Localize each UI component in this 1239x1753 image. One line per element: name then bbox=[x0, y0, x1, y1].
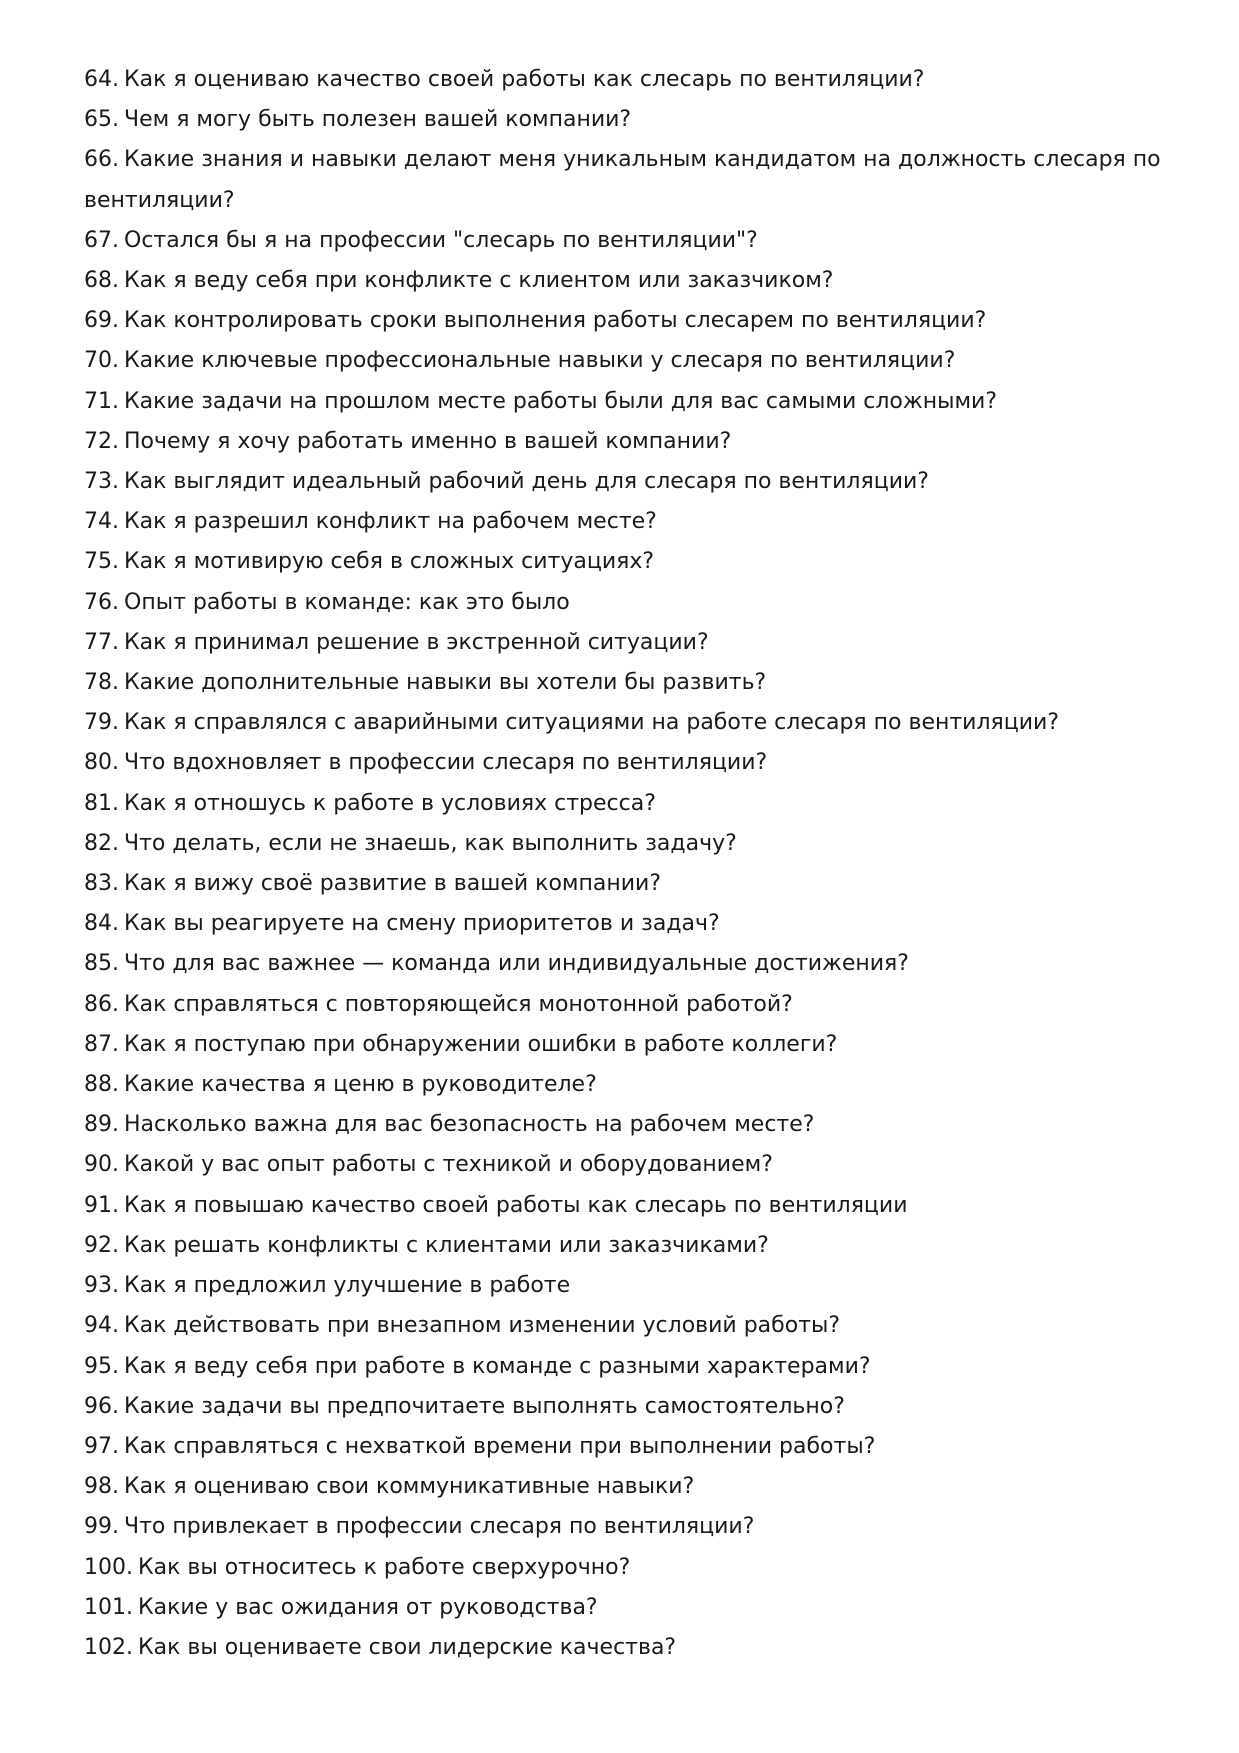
question-item bbox=[84, 904, 1164, 944]
question-item bbox=[84, 1145, 1164, 1185]
question-number: 75. bbox=[84, 549, 119, 575]
question-list bbox=[84, 60, 1164, 1668]
question-text: Какие качества я ценю в руководителе? bbox=[124, 1072, 597, 1098]
question-number: 65. bbox=[84, 107, 119, 133]
question-number: 70. bbox=[84, 348, 119, 374]
question-text: Какой у вас опыт работы с техникой и оборудованием? bbox=[124, 1152, 773, 1178]
question-number: 76. bbox=[84, 589, 119, 615]
question-text: Как я повышаю качество своей работы как слесарь по вентиляции bbox=[124, 1192, 908, 1218]
question-text: Что вдохновляет в профессии слесаря по вентиляции? bbox=[124, 750, 768, 776]
question-item bbox=[84, 583, 1164, 623]
question-item bbox=[84, 1186, 1164, 1226]
question-item bbox=[84, 1025, 1164, 1065]
question-text: Как справляться с повторяющейся монотонной работой? bbox=[124, 991, 793, 1017]
question-number: 72. bbox=[84, 428, 119, 454]
question-text: Как я разрешил конфликт на рабочем месте? bbox=[124, 509, 657, 535]
question-number: 78. bbox=[84, 670, 119, 696]
question-item bbox=[84, 382, 1164, 422]
question-item bbox=[84, 703, 1164, 743]
question-text: Какие ключевые профессиональные навыки у слесаря по вентиляции? bbox=[124, 348, 956, 374]
question-text: Как выглядит идеальный рабочий день для слесаря по вентиляции? bbox=[124, 469, 929, 495]
question-text: Как я веду себя при конфликте с клиентом или заказчиком? bbox=[124, 268, 834, 294]
question-item bbox=[84, 1588, 1164, 1628]
question-number: 81. bbox=[84, 790, 119, 816]
question-number: 89. bbox=[84, 1112, 119, 1138]
question-item bbox=[84, 1467, 1164, 1507]
question-item bbox=[84, 341, 1164, 381]
question-text: Как я справлялся с аварийными ситуациями на работе слесаря по вентиляции? bbox=[124, 710, 1060, 736]
question-item bbox=[84, 1226, 1164, 1266]
question-item bbox=[84, 1427, 1164, 1467]
question-text: Как я предложил улучшение в работе bbox=[124, 1273, 571, 1299]
question-number: 96. bbox=[84, 1393, 119, 1419]
question-text: Как контролировать сроки выполнения работы слесарем по вентиляции? bbox=[124, 308, 987, 334]
question-number: 102. bbox=[84, 1634, 133, 1660]
question-item bbox=[84, 1628, 1164, 1668]
question-text: Как я веду себя при работе в команде с разными характерами? bbox=[124, 1353, 871, 1379]
question-text: Как я оцениваю свои коммуникативные навыки? bbox=[124, 1474, 695, 1500]
question-item bbox=[84, 944, 1164, 984]
question-item bbox=[84, 502, 1164, 542]
question-number: 100. bbox=[84, 1554, 133, 1580]
question-text: Как вы относитесь к работе сверхурочно? bbox=[137, 1554, 631, 1580]
question-number: 97. bbox=[84, 1433, 119, 1459]
question-text: Опыт работы в команде: как это было bbox=[124, 589, 570, 615]
question-text: Как вы реагируете на смену приоритетов и задач? bbox=[124, 911, 720, 937]
question-number: 88. bbox=[84, 1072, 119, 1098]
question-text: Какие задачи вы предпочитаете выполнять самостоятельно? bbox=[124, 1393, 845, 1419]
question-number: 77. bbox=[84, 629, 119, 655]
question-number: 66. bbox=[84, 147, 119, 173]
question-item bbox=[84, 261, 1164, 301]
question-text: Чем я могу быть полезен вашей компании? bbox=[124, 107, 632, 133]
question-text: Какие задачи на прошлом месте работы были для вас самыми сложными? bbox=[124, 388, 998, 414]
question-number: 98. bbox=[84, 1474, 119, 1500]
question-item bbox=[84, 1507, 1164, 1547]
question-item bbox=[84, 60, 1164, 100]
question-text: Как действовать при внезапном изменении условий работы? bbox=[124, 1313, 841, 1339]
question-item bbox=[84, 784, 1164, 824]
question-item bbox=[84, 301, 1164, 341]
question-text: Что привлекает в профессии слесаря по вентиляции? bbox=[124, 1514, 755, 1540]
question-text: Что делать, если не знаешь, как выполнить задачу? bbox=[124, 830, 737, 856]
question-number: 67. bbox=[84, 227, 119, 253]
question-item bbox=[84, 864, 1164, 904]
question-item bbox=[84, 100, 1164, 140]
question-text: Как я вижу своё развитие в вашей компании? bbox=[124, 871, 662, 897]
question-number: 93. bbox=[84, 1273, 119, 1299]
question-text: Как решать конфликты с клиентами или заказчиками? bbox=[124, 1232, 769, 1258]
question-item bbox=[84, 1105, 1164, 1145]
question-item bbox=[84, 221, 1164, 261]
question-item bbox=[84, 1306, 1164, 1346]
question-item bbox=[84, 663, 1164, 703]
question-number: 79. bbox=[84, 710, 119, 736]
question-item bbox=[84, 743, 1164, 783]
question-item bbox=[84, 623, 1164, 663]
question-item bbox=[84, 1387, 1164, 1427]
question-text: Как я мотивирую себя в сложных ситуациях? bbox=[124, 549, 655, 575]
question-number: 74. bbox=[84, 509, 119, 535]
question-text: Остался бы я на профессии "слесарь по вентиляции"? bbox=[124, 227, 758, 253]
question-text: Какие у вас ожидания от руководства? bbox=[137, 1594, 598, 1620]
question-text: Как я оцениваю качество своей работы как слесарь по вентиляции? bbox=[124, 67, 925, 92]
question-number: 84. bbox=[84, 911, 119, 937]
question-item bbox=[84, 1065, 1164, 1105]
question-number: 82. bbox=[84, 830, 119, 856]
question-number: 101. bbox=[84, 1594, 133, 1620]
question-item bbox=[84, 462, 1164, 502]
question-item bbox=[84, 1347, 1164, 1387]
question-item bbox=[84, 140, 1164, 220]
question-number: 85. bbox=[84, 951, 119, 977]
question-item bbox=[84, 824, 1164, 864]
question-number: 71. bbox=[84, 388, 119, 414]
question-text: Как вы оцениваете свои лидерские качества? bbox=[137, 1634, 677, 1660]
question-number: 86. bbox=[84, 991, 119, 1017]
question-number: 99. bbox=[84, 1514, 119, 1540]
question-number: 64. bbox=[84, 67, 119, 92]
question-number: 90. bbox=[84, 1152, 119, 1178]
question-number: 91. bbox=[84, 1192, 119, 1218]
question-text: Почему я хочу работать именно в вашей компании? bbox=[124, 428, 732, 454]
question-item bbox=[84, 1266, 1164, 1306]
question-number: 83. bbox=[84, 871, 119, 897]
question-number: 68. bbox=[84, 268, 119, 294]
question-text: Насколько важна для вас безопасность на рабочем месте? bbox=[124, 1112, 815, 1138]
question-item bbox=[84, 1548, 1164, 1588]
question-number: 92. bbox=[84, 1232, 119, 1258]
question-number: 73. bbox=[84, 469, 119, 495]
question-item bbox=[84, 422, 1164, 462]
question-text: Как я поступаю при обнаружении ошибки в работе коллеги? bbox=[124, 1031, 838, 1057]
question-text: Что для вас важнее — команда или индивидуальные достижения? bbox=[124, 951, 909, 977]
question-text: Как я принимал решение в экстренной ситуации? bbox=[124, 629, 709, 655]
question-text: Как справляться с нехваткой времени при выполнении работы? bbox=[124, 1433, 876, 1459]
question-text: Какие дополнительные навыки вы хотели бы развить? bbox=[124, 670, 767, 696]
question-text: Как я отношусь к работе в условиях стресса? bbox=[124, 790, 656, 816]
question-number: 87. bbox=[84, 1031, 119, 1057]
question-item bbox=[84, 985, 1164, 1025]
question-number: 95. bbox=[84, 1353, 119, 1379]
question-number: 80. bbox=[84, 750, 119, 776]
question-number: 94. bbox=[84, 1313, 119, 1339]
question-item bbox=[84, 542, 1164, 582]
question-text: Какие знания и навыки делают меня уникальным кандидатом на должность слесаря по вентиляции? bbox=[84, 147, 1161, 213]
question-number: 69. bbox=[84, 308, 119, 334]
